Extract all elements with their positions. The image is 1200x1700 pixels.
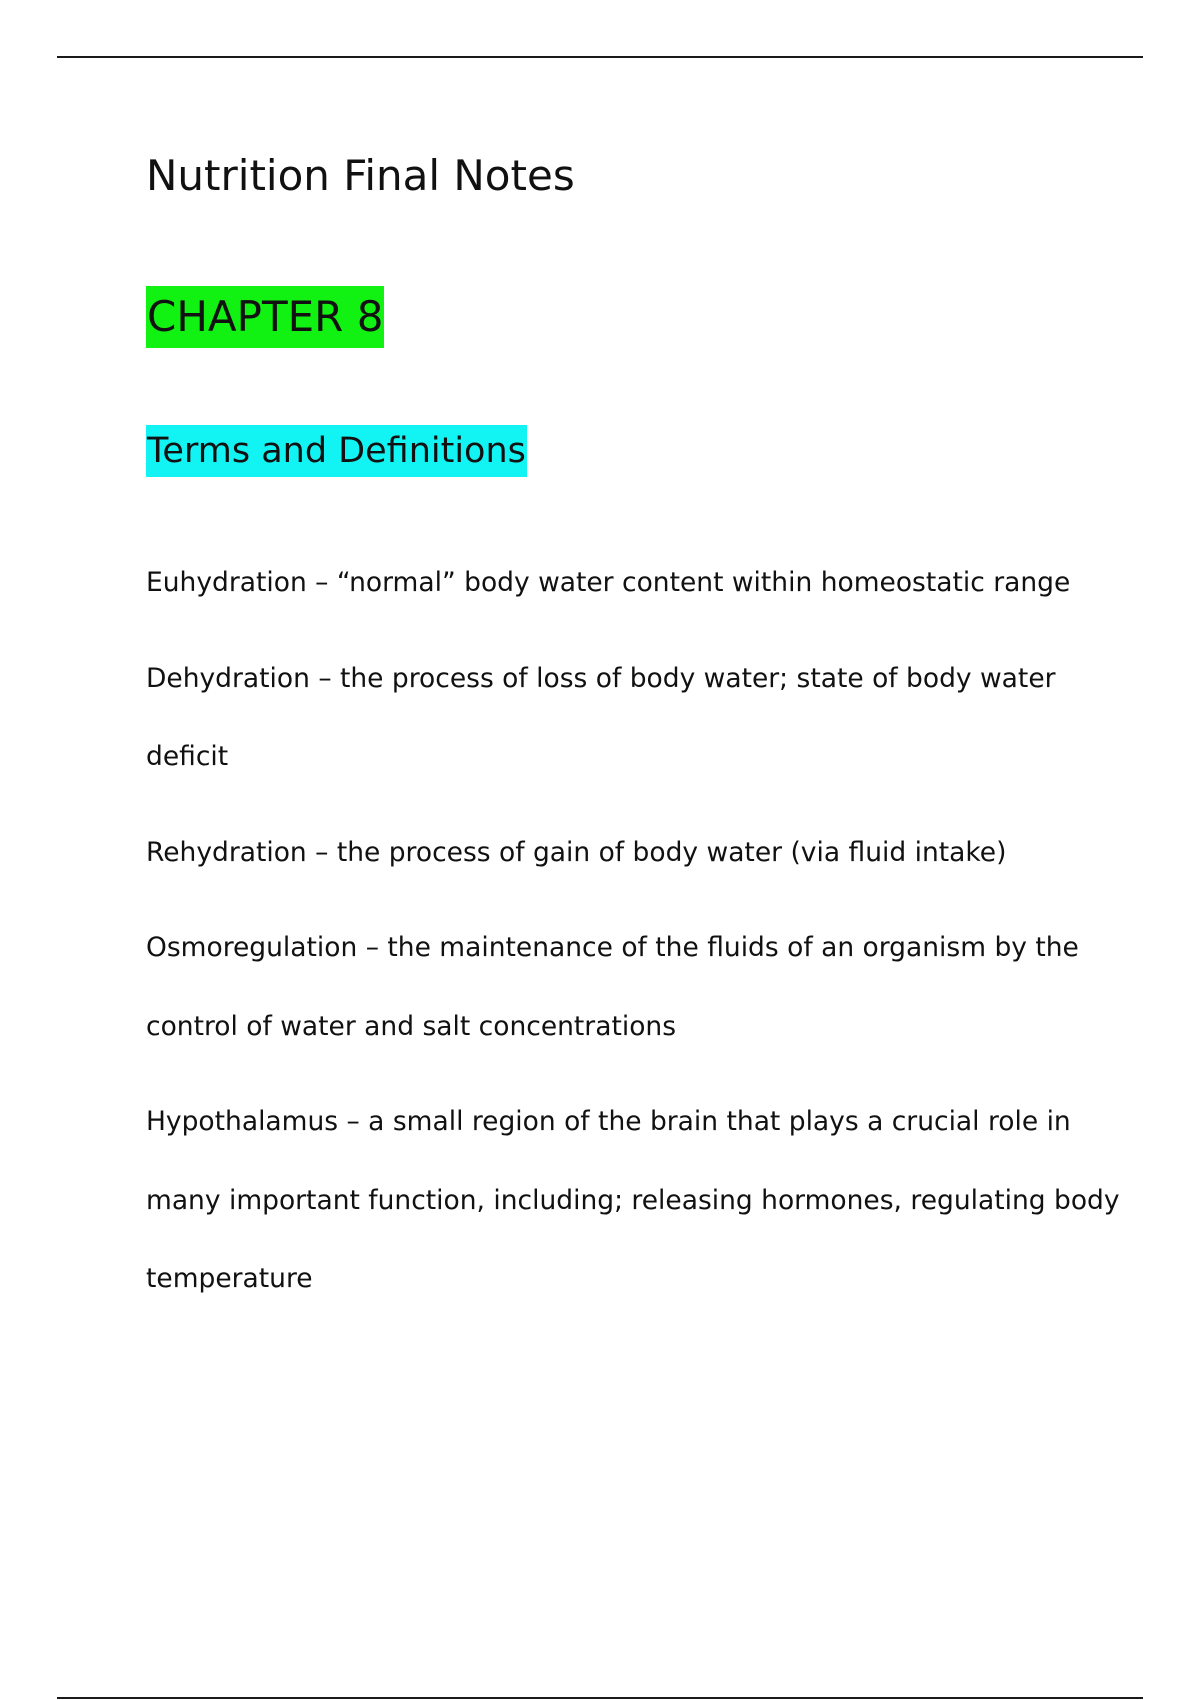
definition-dehydration: Dehydration – the process of loss of body water; state of body water deficit [146, 662, 1056, 772]
definition-hypothalamus: Hypothalamus – a small region of the brain that plays a crucial role in many important function, including; releasing hormones, regulating body temperature [146, 1106, 1120, 1294]
chapter-heading: CHAPTER 8 [146, 286, 384, 348]
section-heading-container [146, 425, 527, 477]
chapter-heading-container [146, 286, 384, 348]
document-title: Nutrition Final Notes [146, 151, 575, 200]
top-divider [57, 56, 1143, 58]
definitions-list [146, 544, 1126, 1336]
bottom-divider [57, 1697, 1143, 1699]
definition-euhydration: Euhydration – “normal” body water content within homeostatic range [146, 567, 1071, 598]
definition-rehydration: Rehydration – the process of gain of body water (via fluid intake) [146, 836, 1007, 868]
section-heading: Terms and Definitions [146, 425, 527, 477]
definition-osmoregulation: Osmoregulation – the maintenance of the fluids of an organism by the control of water and salt concentrations [146, 932, 1079, 1042]
